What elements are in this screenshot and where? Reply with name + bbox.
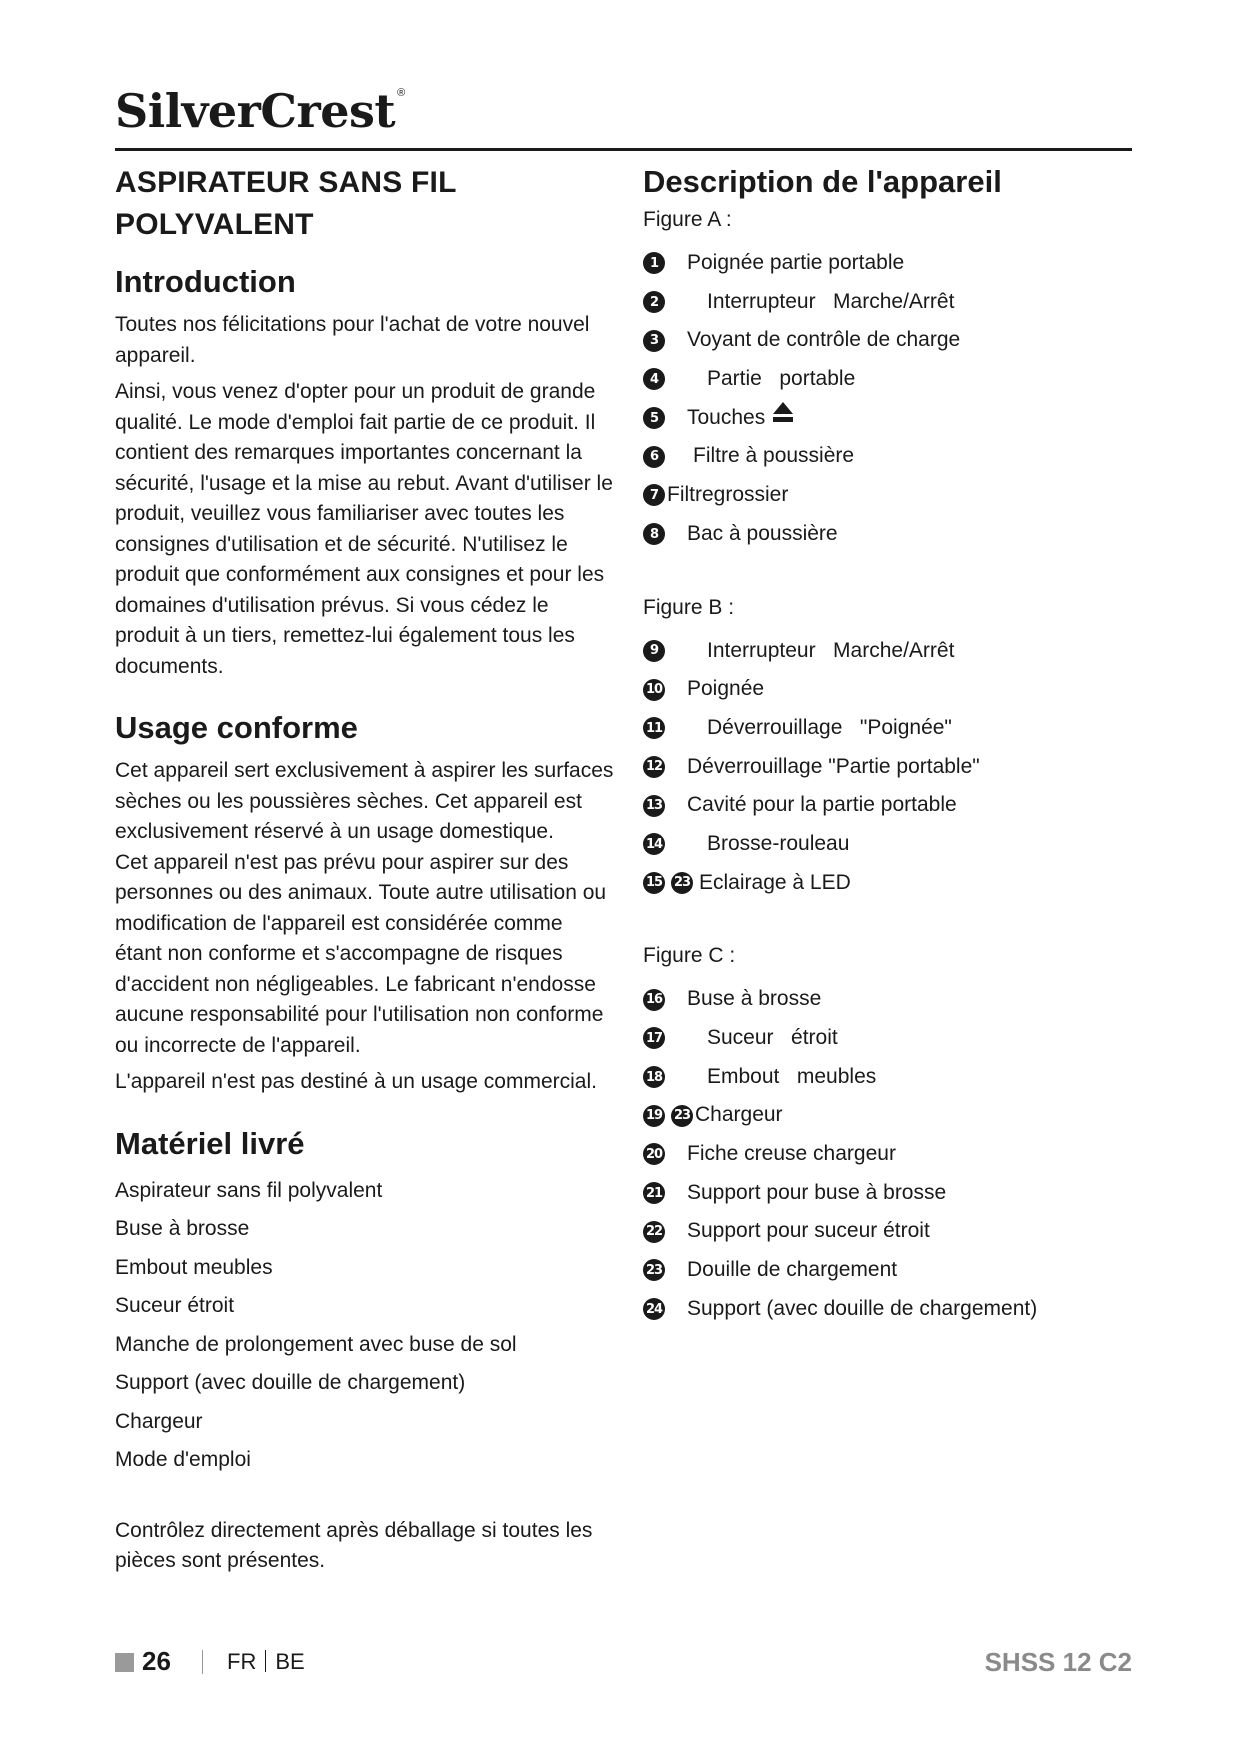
list-item: Support (avec douille de chargement) [115, 1371, 466, 1394]
part-label: Voyant de contrôle de charge [687, 328, 961, 352]
part-number-badge: 12 [643, 756, 665, 778]
part-number-badge: 22 [643, 1221, 665, 1243]
part-label: Interrupteur Marche/Arrêt [707, 638, 955, 662]
list-item: Manche de prolongement avec buse de sol [115, 1332, 517, 1356]
brand-logo-text: SilverCrest [115, 84, 396, 138]
part-number-badge: 1 [643, 252, 665, 274]
part-label: Déverrouillage "Poignée" [707, 715, 952, 739]
list-item: Mode d'emploi [115, 1448, 251, 1471]
language-indicator [227, 1649, 305, 1675]
part-number-badge: 17 [643, 1027, 665, 1049]
usage-heading: Usage conforme [115, 710, 358, 745]
usage-paragraph: Cet appareil sert exclusivement à aspirer les surfaces sèches ou les poussières sèches. Cet appareil est exclusivement réservé à un usage domestique. [115, 759, 614, 843]
part-number-badge: 15 [643, 872, 665, 894]
delivered-note: Contrôlez directement après déballage si toutes les pièces sont présentes. [115, 1518, 593, 1572]
part-number-badge: 8 [643, 523, 665, 545]
part-item [643, 1019, 1133, 1058]
part-item [643, 1096, 1133, 1135]
part-label: Filtre à poussière [693, 444, 855, 468]
part-number-badge: 11 [643, 717, 665, 739]
part-item [643, 437, 1133, 476]
right-column [643, 162, 1133, 1329]
part-label: Déverrouillage "Partie portable" [687, 754, 980, 778]
part-item [643, 825, 1133, 864]
part-label: Filtregrossier [667, 483, 789, 507]
part-number-badge: 24 [643, 1298, 665, 1320]
header-rule [115, 148, 1132, 151]
part-label: Suceur étroit [707, 1026, 838, 1049]
part-item [643, 786, 1133, 825]
part-number-badge: 7 [643, 484, 665, 506]
figure-b-parts [643, 632, 1133, 903]
part-item [643, 980, 1133, 1019]
list-item: Buse à brosse [115, 1217, 250, 1240]
brand-logo [115, 84, 405, 138]
part-label: Partie portable [707, 367, 856, 391]
part-label: Support (avec douille de chargement) [687, 1296, 1038, 1320]
part-number-badge: 20 [643, 1143, 665, 1165]
part-item [643, 1174, 1133, 1213]
delivered-section [115, 1124, 615, 1577]
part-number-badge: 6 [643, 446, 665, 468]
part-label: Brosse-rouleau [707, 831, 850, 855]
part-number-badge: 23 [671, 1105, 693, 1127]
part-label: Support pour suceur étroit [687, 1219, 930, 1243]
part-number-badge: 13 [643, 795, 665, 817]
footer-divider [202, 1650, 203, 1674]
part-item [643, 1251, 1133, 1290]
part-item [643, 632, 1133, 671]
part-label: Douille de chargement [687, 1258, 898, 1282]
language-code: BE [275, 1649, 305, 1674]
part-number-badge: 5 [643, 407, 665, 429]
left-column [115, 162, 615, 1603]
model-number: SHSS 12 C2 [984, 1647, 1132, 1677]
part-item [643, 709, 1133, 748]
list-item: Chargeur [115, 1409, 203, 1433]
document-title: ASPIRATEUR SANS FIL POLYVALENT [115, 166, 457, 241]
introduction-paragraph: Ainsi, vous venez d'opter pour un produit de grande qualité. Le mode d'emploi fait partie de ce produit. Il contient des remarques importantes concernant la sécurité, l'usage et la mise au rebut. Avant d'utiliser le produit, veuillez vous familiariser avec toutes les consignes d'utilisation et de sécurité. N'utilisez le produit que conformément aux consignes et pour les domaines d'utilisation prévus. Si vous cédez le produit à un tiers, remettez-lui également tous les documents. [115, 380, 613, 678]
delivered-list [115, 1172, 615, 1480]
figure-c-label: Figure C : [643, 944, 736, 968]
part-number-badge: 23 [643, 1259, 665, 1281]
part-label: Eclairage à LED [699, 870, 851, 894]
usage-paragraph: Cet appareil n'est pas prévu pour aspirer sur des personnes ou des animaux. Toute autre utilisation ou modification de l'appareil est considérée comme étant non conforme et s'accompagne de risques d'accident non négligeables. Le fabricant n'endosse aucune responsabilité pour l'utilisation non conforme ou incorrecte de l'appareil. [115, 850, 607, 1057]
part-label: Support pour buse à brosse [687, 1180, 947, 1204]
part-item [643, 1058, 1133, 1097]
part-item [643, 864, 1133, 903]
part-item [643, 1212, 1133, 1251]
figure-b-label: Figure B : [643, 595, 735, 619]
usage-section [115, 708, 615, 1098]
introduction-paragraph: Toutes nos félicitations pour l'achat de votre nouvel appareil. [115, 313, 590, 367]
part-item [643, 244, 1133, 283]
registered-mark: ® [397, 87, 405, 99]
part-item [643, 515, 1133, 554]
part-number-badge: 3 [643, 330, 665, 352]
part-label: Touches [687, 405, 766, 429]
part-label: Embout meubles [707, 1064, 877, 1088]
delivered-heading: Matériel livré [115, 1125, 305, 1161]
part-item [643, 748, 1133, 787]
part-number-badge: 2 [643, 291, 665, 313]
introduction-section [115, 262, 615, 682]
part-number-badge: 14 [643, 833, 665, 855]
description-heading: Description de l'appareil [643, 164, 1002, 199]
part-number-badge: 4 [643, 368, 665, 390]
language-divider [265, 1650, 266, 1672]
usage-paragraph: L'appareil n'est pas destiné à un usage commercial. [115, 1070, 597, 1093]
part-item [643, 321, 1133, 360]
language-code: FR [227, 1649, 257, 1674]
list-item: Embout meubles [115, 1255, 273, 1279]
part-item [643, 360, 1133, 399]
footer-square-icon [115, 1653, 134, 1672]
figure-c-parts [643, 980, 1133, 1328]
part-item [643, 399, 1133, 438]
page-footer [115, 1644, 1132, 1680]
part-label: Poignée partie portable [687, 251, 905, 274]
part-item [643, 283, 1133, 322]
page-number: 26 [142, 1646, 171, 1676]
part-number-badge: 19 [643, 1105, 665, 1127]
part-item [643, 1290, 1133, 1329]
part-number-badge: 18 [643, 1066, 665, 1088]
part-item [643, 670, 1133, 709]
figure-a-label: Figure A : [643, 208, 732, 231]
part-number-badge: 23 [671, 872, 693, 894]
part-label: Interrupteur Marche/Arrêt [707, 289, 955, 313]
part-label: Buse à brosse [687, 987, 822, 1011]
part-label: Bac à poussière [687, 521, 838, 545]
part-number-badge: 9 [643, 640, 665, 662]
part-item [643, 476, 1133, 515]
list-item: Suceur étroit [115, 1294, 235, 1317]
part-item [643, 1135, 1133, 1174]
list-item: Aspirateur sans fil polyvalent [115, 1178, 383, 1202]
part-label: Poignée [687, 677, 765, 701]
part-number-badge: 16 [643, 989, 665, 1011]
introduction-heading: Introduction [115, 264, 296, 299]
eject-icon [771, 399, 795, 438]
part-number-badge: 21 [643, 1182, 665, 1204]
part-label: Fiche creuse chargeur [687, 1142, 896, 1166]
part-number-badge: 10 [643, 679, 665, 701]
figure-a-parts [643, 244, 1133, 554]
part-label: Chargeur [695, 1103, 783, 1127]
part-label: Cavité pour la partie portable [687, 793, 957, 817]
